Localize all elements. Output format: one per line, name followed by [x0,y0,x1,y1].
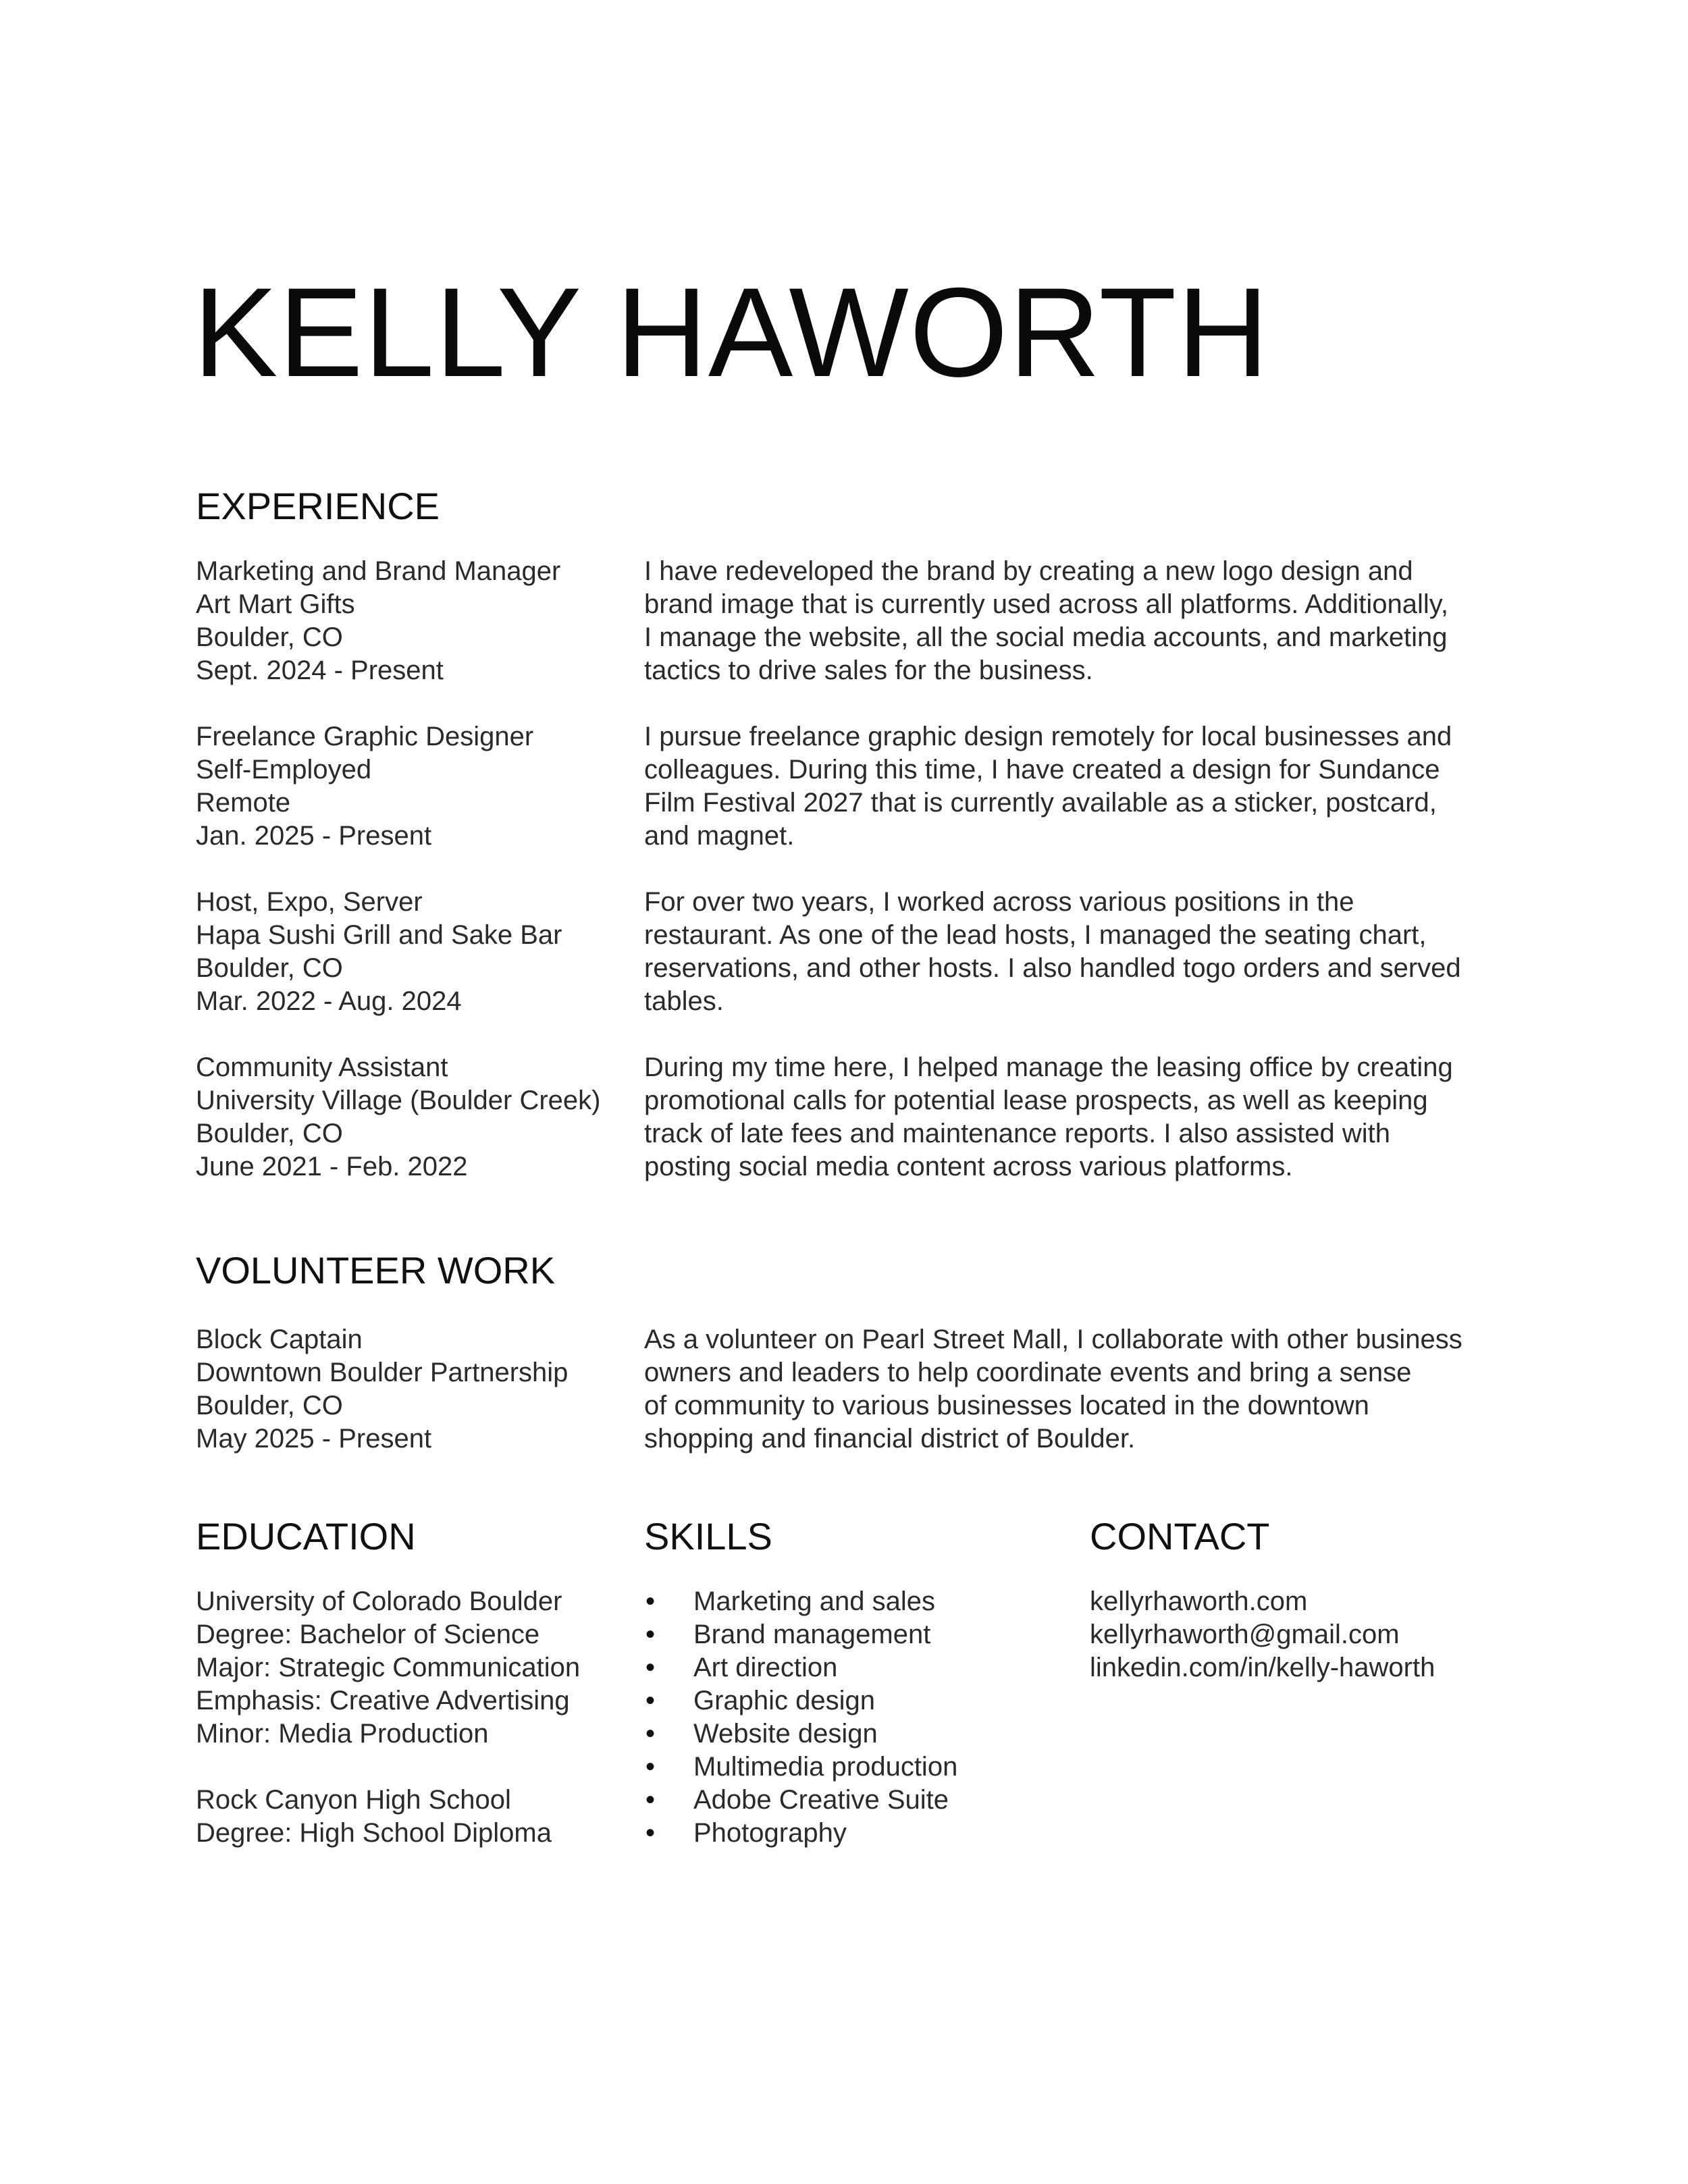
skill-label: Graphic design [693,1686,876,1715]
job-location: Boulder, CO [196,622,343,652]
description-line: colleagues. During this time, I have created a design for Sundance [644,755,1440,784]
skill-label: Marketing and sales [693,1587,935,1616]
skill-item [644,1784,1063,1817]
description-line: Film Festival 2027 that is currently available as a sticker, postcard, [644,788,1437,818]
volunteer-title: Block Captain [196,1325,363,1354]
skill-label: Art direction [693,1653,838,1682]
education-line: Minor: Media Production [196,1719,489,1749]
education-heading: EDUCATION [196,1515,416,1557]
bullet-icon: • [645,1653,656,1682]
education-school-1 [196,1585,628,1751]
description-line: of community to various businesses located in the downtown [644,1391,1369,1420]
volunteer-org: Downtown Boulder Partnership [196,1358,569,1387]
job-org: Art Mart Gifts [196,589,355,619]
description-line: During my time here, I helped manage the leasing office by creating [644,1053,1453,1082]
job-dates: Jan. 2025 - Present [196,821,432,851]
bullet-icon: • [645,1620,656,1649]
contact-linkedin-link[interactable]: linkedin.com/in/kelly-haworth [1090,1653,1435,1682]
skill-item [644,1585,1063,1618]
bullet-icon: • [645,1752,656,1782]
volunteer-details [196,1323,628,1456]
description-line: I manage the website, all the social media accounts, and marketing [644,622,1448,652]
job-dates: June 2021 - Feb. 2022 [196,1152,468,1181]
bullet-icon: • [645,1719,656,1749]
job-org: Self-Employed [196,755,372,784]
skill-label: Website design [693,1719,878,1749]
education-line: Degree: Bachelor of Science [196,1620,540,1649]
job-2-details [196,720,628,853]
skills-list [644,1585,1063,1850]
skills-heading: SKILLS [644,1515,772,1557]
bullet-icon: • [645,1686,656,1715]
education-line: Emphasis: Creative Advertising [196,1686,570,1715]
skills-list-container [644,1585,1063,1850]
description-line: track of late fees and maintenance reports. I also assisted with [644,1119,1391,1148]
description-line: posting social media content across various platforms. [644,1152,1293,1181]
description-line: tactics to drive sales for the business. [644,656,1093,685]
description-line: restaurant. As one of the lead hosts, I managed the seating chart, [644,920,1427,950]
job-3-details [196,886,628,1018]
description-line: For over two years, I worked across various positions in the [644,887,1354,917]
contact-heading: CONTACT [1090,1515,1270,1557]
education-line: University of Colorado Boulder [196,1587,562,1616]
job-3-description [644,886,1522,1018]
education-line: Rock Canyon High School [196,1785,511,1815]
bullet-icon: • [645,1818,656,1848]
job-location: Remote [196,788,291,818]
skill-item [644,1684,1063,1717]
skill-label: Photography [693,1818,847,1848]
experience-heading: EXPERIENCE [196,485,440,527]
job-org: Hapa Sushi Grill and Sake Bar [196,920,562,950]
description-line: As a volunteer on Pearl Street Mall, I collaborate with other business [644,1325,1462,1354]
description-line: reservations, and other hosts. I also handled togo orders and served [644,953,1461,983]
job-2-description [644,720,1522,853]
job-org: University Village (Boulder Creek) [196,1086,601,1115]
job-location: Boulder, CO [196,1119,343,1148]
description-line: promotional calls for potential lease prospects, as well as keeping [644,1086,1428,1115]
education-school-2 [196,1784,628,1850]
bullet-icon: • [645,1587,656,1616]
job-dates: Mar. 2022 - Aug. 2024 [196,986,462,1016]
contact-details [1090,1585,1562,1684]
bullet-icon: • [645,1785,656,1815]
skill-item [644,1717,1063,1751]
contact-website-link[interactable]: kellyrhaworth.com [1090,1587,1308,1616]
job-4-details [196,1051,628,1183]
job-1-description [644,555,1522,687]
job-4-description [644,1051,1522,1183]
job-title: Freelance Graphic Designer [196,722,534,751]
skill-item [644,1751,1063,1784]
volunteer-dates: May 2025 - Present [196,1424,432,1454]
job-location: Boulder, CO [196,953,343,983]
description-line: tables. [644,986,724,1016]
volunteer-location: Boulder, CO [196,1391,343,1420]
resume-name: KELLY HAWORTH [193,261,1270,403]
skill-label: Brand management [693,1620,931,1649]
description-line: brand image that is currently used across all platforms. Additionally, [644,589,1448,619]
volunteer-description [644,1323,1522,1456]
contact-email-link[interactable]: kellyrhaworth@gmail.com [1090,1620,1400,1649]
description-line: I have redeveloped the brand by creating a new logo design and [644,556,1413,586]
skill-label: Multimedia production [693,1752,958,1782]
job-1-details [196,555,628,687]
job-dates: Sept. 2024 - Present [196,656,444,685]
description-line: owners and leaders to help coordinate events and bring a sense [644,1358,1412,1387]
skill-item [644,1618,1063,1651]
job-title: Marketing and Brand Manager [196,556,561,586]
education-line: Degree: High School Diploma [196,1818,552,1848]
skill-label: Adobe Creative Suite [693,1785,949,1815]
description-line: I pursue freelance graphic design remotely for local businesses and [644,722,1452,751]
description-line: and magnet. [644,821,795,851]
job-title: Host, Expo, Server [196,887,423,917]
skill-item [644,1817,1063,1850]
skill-item [644,1651,1063,1684]
description-line: shopping and financial district of Boulder. [644,1424,1136,1454]
volunteer-heading: VOLUNTEER WORK [196,1249,556,1291]
education-line: Major: Strategic Communication [196,1653,581,1682]
job-title: Community Assistant [196,1053,448,1082]
